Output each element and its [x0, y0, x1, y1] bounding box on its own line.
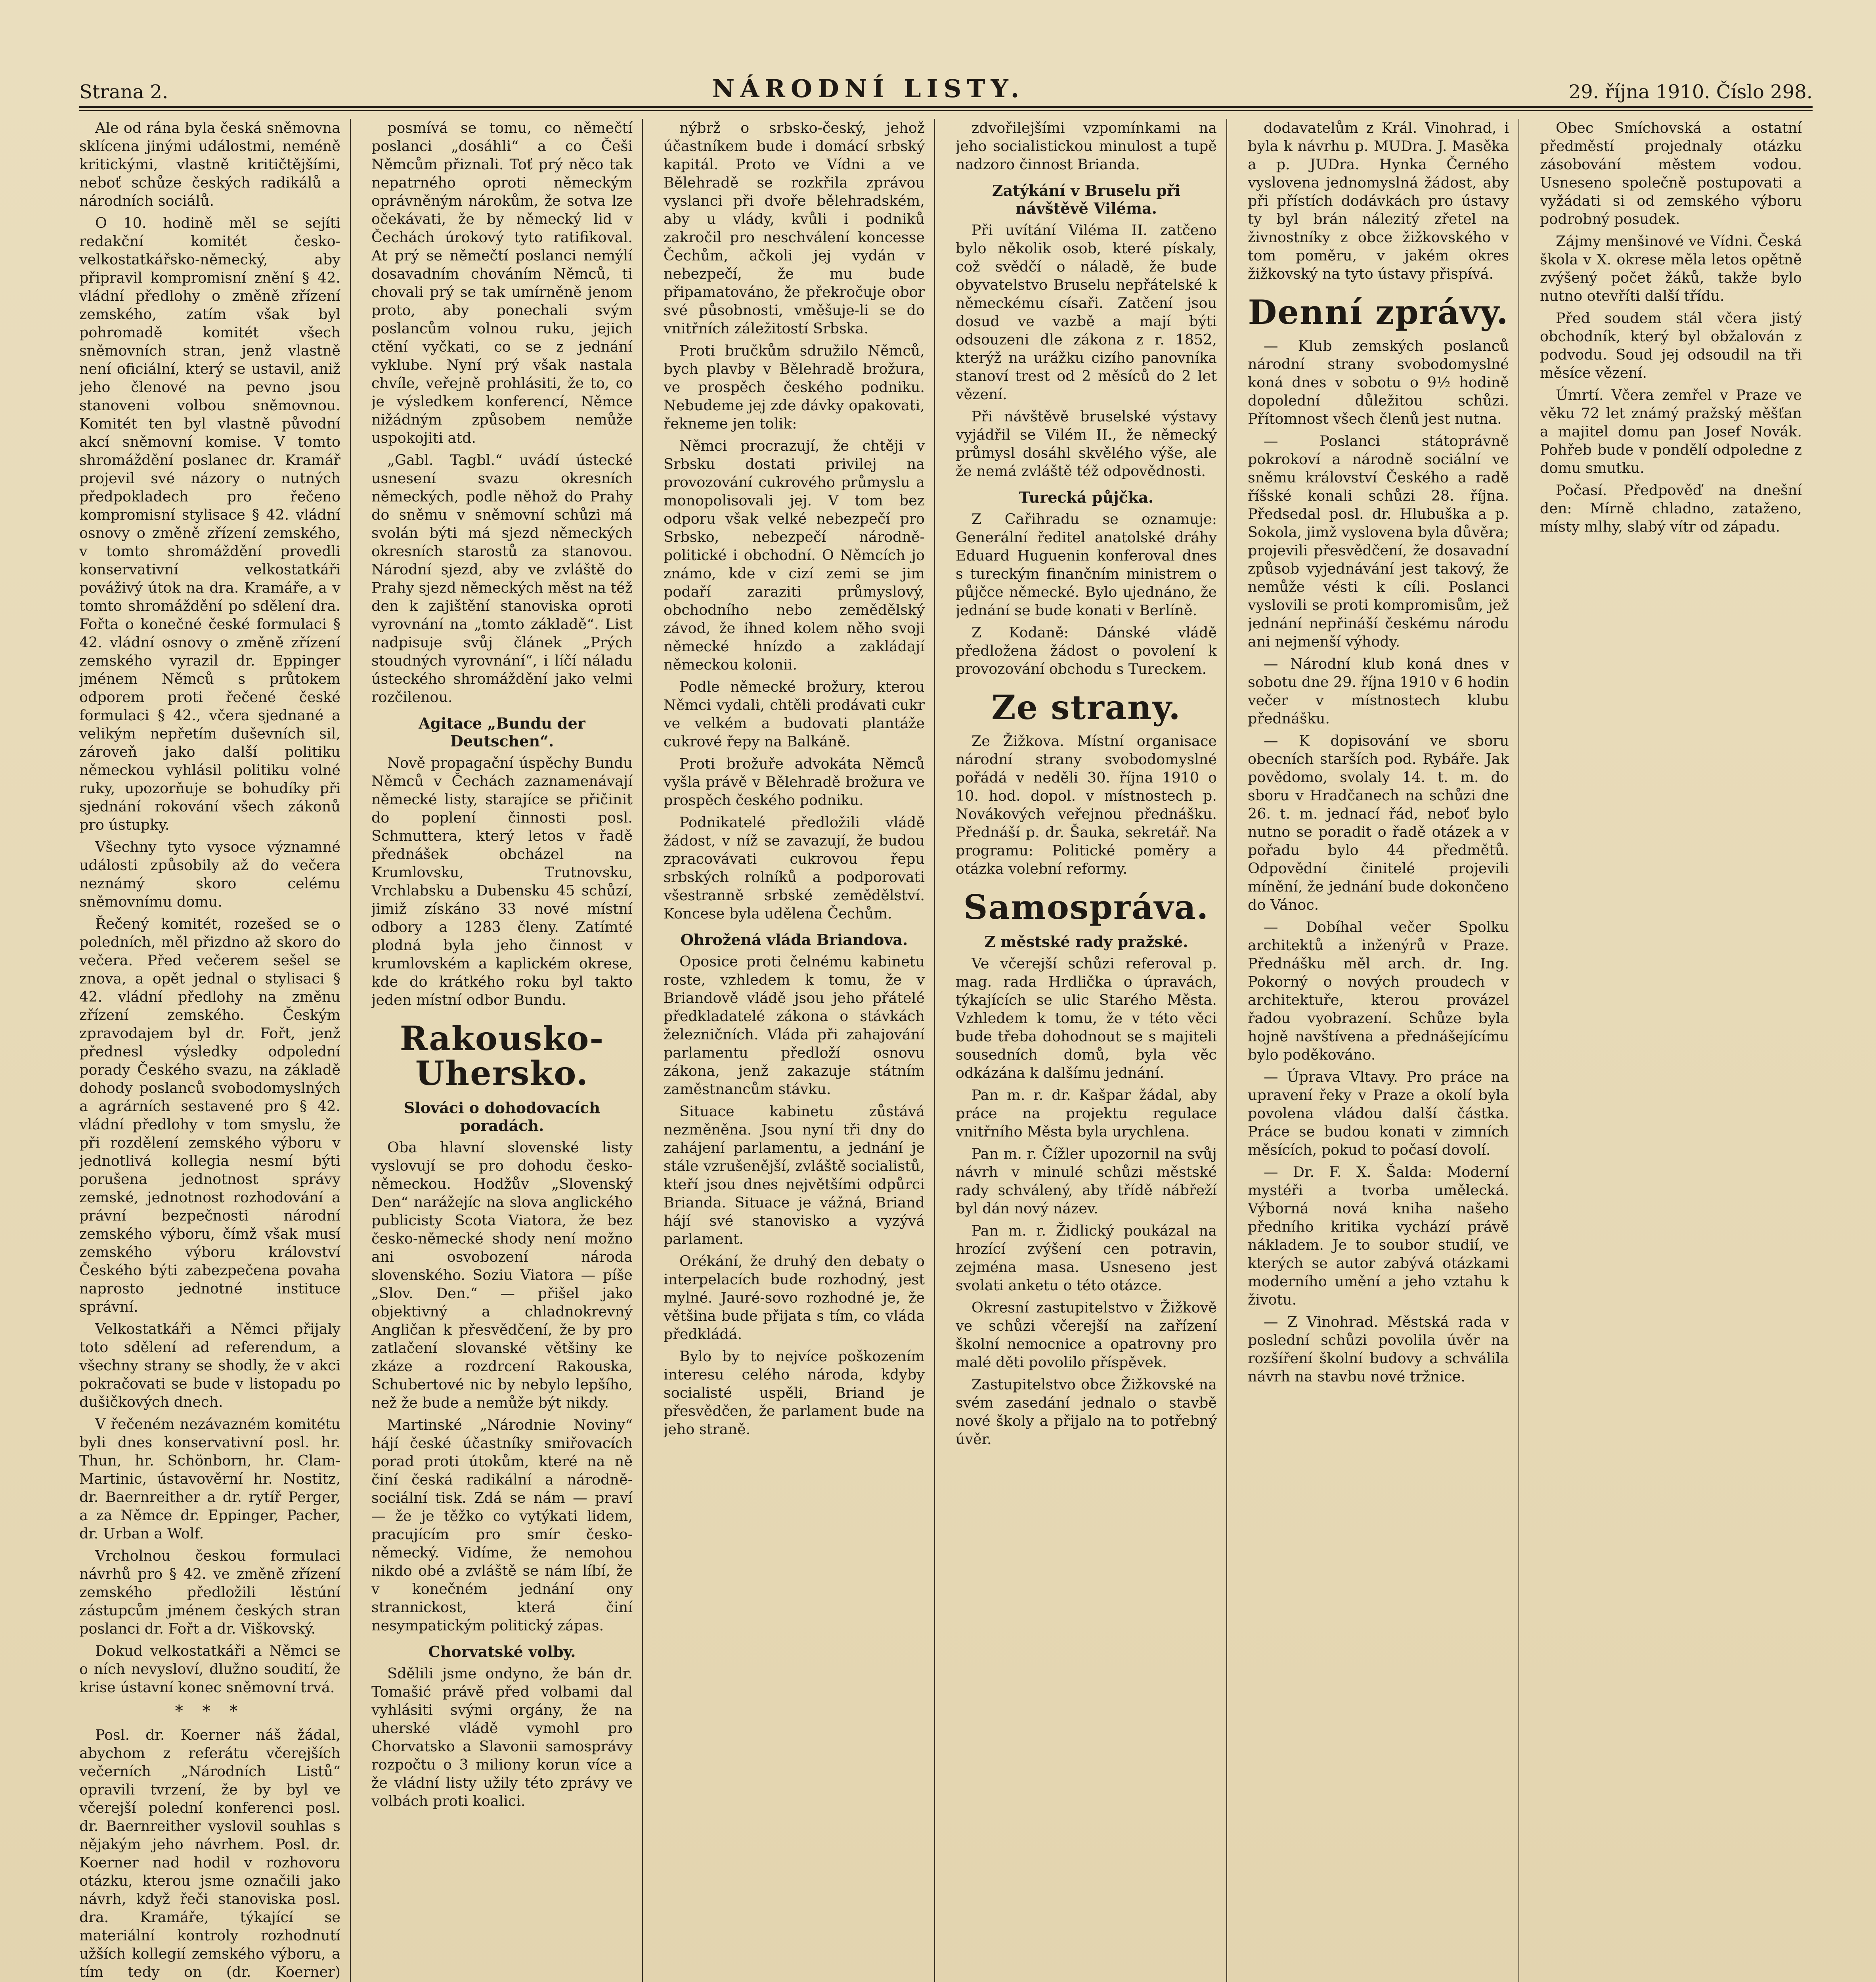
paragraph: Oba hlavní slovenské listy vyslovují se pro dohodu česko-německou. Hodžův „Slovenský Den“ narážejíc na slova anglického publicisty Scota Viatora, že bez česko-německé shody není možno ani osvobození národa slovenského. Soziu Viatora — píše „Slov. Den.“ — přišel jako objektivný a chladnokrevný Angličan k přesvědčení, že by pro zatlačení slovanské většiny ke zkáze a rozdrcení Rakouska, Schubertové nic by nebylo lepšího, než že bude a nemůže být nikdy. — [371, 1139, 633, 1412]
paragraph: Sdělili jsme ondyno, že bán dr. Tomašić právě před volbami dal vyhlásiti svými orgány, že na uherské vládě vymohl pro Chorvatsko a Slavonii samosprávy rozpočtu o 3 miliony korun více a že vládní listy užily této zprávy ve volbách proti koalici. — [371, 1665, 633, 1810]
paragraph: — Dobíhal večer Spolku architektů a inženýrů v Praze. Přednášku měl arch. dr. Ing. Pokorný o nových proudech v architektuře, kterou provázel řadou vyobrazení. Schůze byla hojně navštívena a přednášejícímu bylo poděkováno. — [1248, 918, 1509, 1064]
paragraph: Orékání, že druhý den debaty o interpelacích bude rozhodný, jest mylné. Jauré-sovo rozhodné je, že většina bude přijata s tím, co vláda předkládá. — [664, 1253, 925, 1343]
paragraph: Posl. dr. Koerner náš žádal, abychom z referátu včerejších večerních „Národních Listů“ opravili tvrzení, že by byl ve včerejší polední konferenci posl. dr. Baernreither vyslovil souhlas s nějakým jeho návrhem. Posl. dr. Koerner nad hodil v rozhovoru otázku, kterou jsme označili jako návrh, když řeči stanoviska posl. dra. Kramáře, týkající se materiální kontroly rozhodnutí užších kollegií zemského výboru, a tím tedy on (dr. Koerner) — [79, 1726, 340, 1980]
paragraph: Zastupitelstvo obce Žižkovské na svém zasedání jednalo o stavbě nové školy a přijalo na to potřebný úvěr. — [956, 1376, 1217, 1448]
paragraph: — Klub zemských poslanců národní strany svobodomyslné koná dnes v sobotu o 9½ hodině dopolední důležitou schůzi. Přítomnost všech členů jest nutna. — [1248, 337, 1509, 428]
paragraph: Pan m. r. Židlický poukázal na hrozící zvýšení cen potravin, zejména masa. Usneseno jest svolati anketu o této otázce. — [956, 1222, 1217, 1294]
paragraph: Velkostatkáři a Němci přijaly toto sdělení ad referendum, a všechny strany se shodly, že v akci pokračovati se bude v listopadu po dušičkových dnech. — [79, 1320, 340, 1410]
column-2 — [371, 119, 643, 1982]
section-heading: Denní zprávy. — [1248, 293, 1509, 332]
article-headline: Turecká půjčka. — [1019, 488, 1154, 506]
paragraph: zdvořilejšími vzpomínkami na jeho socialistickou minulost a tupě nadzoro činnost Brianda. — [956, 119, 1217, 173]
paragraph: — Úprava Vltavy. Pro práce na upravení řeky v Praze a okolí byla povolena vládou další částka. Práce se budou konati v zimních měsících, pokud to počasí dovolí. — [1248, 1068, 1509, 1159]
paragraph: — K dopisování ve sboru obecních starších pod. Rybáře. Jak povědomo, svolaly 14. t. m. do sboru v Hradčanech na schůzi dne 26. t. m. jednací řád, neboť bylo nutno se poradit o řadě otázek a v pořadu bylo 44 předmětů. Odpovědní činitelé projevili mínění, že jednání bude dokončeno do Vánoc. — [1248, 732, 1509, 914]
paragraph: — Dr. F. X. Šalda: Moderní mystéři a tvorba umělecká. Výborná nová kniha našeho předního kritika vychází právě nákladem. Je to soubor studií, ve kterých se autor zabývá otázkami moderního umění a jeho vztahu k životu. — [1248, 1163, 1509, 1309]
paragraph: nýbrž o srbsko-český, jehož účastníkem bude i domácí srbský kapitál. Proto ve Vídni a ve Bělehradě se rozkřila zprávou vyslanci při dvoře bělehradském, aby u vlády, kvůli i podniků zakročil pro neschválení koncesse Čechům, ačkoli jej vydán v nebezpečí, že mu bude připamatováno, že překročuje obor své působnosti, vměšuje-li se do vnitřních záležitostí Srbska. — [664, 119, 925, 337]
paragraph: Oposice proti čelnému kabinetu roste, vzhledem k tomu, že v Briandově vládě jsou jeho přátelé předkladatelé zákona o stávkách železničních. Vláda při zahajování parlamentu předloží osnovu zákona, jenž zakazuje státním zaměstnancům stávku. — [664, 953, 925, 1098]
paragraph: Počasí. Předpověď na dnešní den: Mírně chladno, zataženo, místy mlhy, slabý vítr od západu. — [1540, 482, 1802, 535]
page-number: Strana 2. — [79, 81, 168, 103]
column-6 — [1540, 119, 1811, 1982]
paragraph: Obec Smíchovská a ostatní předměstí projednaly otázku zásobování městem vodou. Usneseno společně postupovati a vyžádati si od zemského výboru podrobný posudek. — [1540, 119, 1802, 228]
paragraph: Dokud velkostatkáři a Němci se o ních nevysloví, dlužno soudití, že krise ústavní konec sněmovní trvá. — [79, 1642, 340, 1696]
section-heading: Ze strany. — [991, 688, 1181, 727]
paragraph: Pan m. r. Čížler upozornil na svůj návrh v minulé schůzi městské rady schválený, aby třídě nábřeží byl dán nový název. — [956, 1145, 1217, 1217]
header-rule-thin — [79, 110, 1813, 111]
paragraph: Podle německé brožury, kterou Němci vydali, chtěli prodávati cukr ve velkém a budovati plantáže cukrové řepy na Balkáně. — [664, 678, 925, 750]
paragraph: Okresní zastupitelstvo v Žižkově ve schůzi včerejší na zařízení školní nemocnice a opatrovny pro malé děti povolilo příspěvek. — [956, 1299, 1217, 1371]
column-1 — [79, 119, 351, 1982]
paragraph: Němci procrazují, že chtěji v Srbsku dostati privilej na provozování cukrového průmyslu a monopolisovali jej. V tom bez odporu však velké nebezpečí pro Srbsko, nebezpečí národně-politické i obchodní. O Němcích jo známo, kde v cizí zemi se jim podaří zaraziti průmyslový, obchodního nebo zemědělský závod, že ihned kolem něho svoji německé hnízdo a zakládají německou kolonii. — [664, 437, 925, 673]
paragraph: Při uvítání Viléma II. zatčeno bylo několik osob, které pískaly, což svědčí o náladě, že bude obyvatelstvo Bruselu nepřátelské k německému císaři. Zatčení jsou dosud ve vazbě a mají býti odsouzeni dle zákona z r. 1852, kterýž na urážku cizího panovníka stanoví trest od 2 měsíců do 2 let vězení. — [956, 222, 1217, 403]
paragraph: — Poslanci státoprávně pokrokoví a národně sociální ve sněmu království Českého a radě říšské konali schůzi 28. října. Předsedal posl. dr. Hlubuška a p. Sokola, jimž vyslovena byla důvěra; projevili přesvědčení, že dosavadní způsob vyjednávání jest takový, že nemůže vésti k cíli. Poslanci vyslovili se proti kompromisům, jež jednání nepřináší českému národu ani nejmenší výhody. — [1248, 432, 1509, 650]
issue-date: 29. října 1910. Číslo 298. — [1568, 81, 1813, 103]
section-heading: Rakousko-Uhersko. — [400, 1019, 604, 1093]
column-3 — [664, 119, 935, 1982]
paragraph: V řečeném nezávazném komitétu byli dnes konservativní posl. hr. Thun, hr. Schönborn, hr. Clam-Martinic, ústavověrní hr. Nostitz, dr. Baernreither a dr. rytíř Perger, a za Němce dr. Eppinger, Pacher, dr. Urban a Wolf. — [79, 1416, 340, 1542]
column-5 — [1248, 119, 1519, 1982]
paragraph: Z Cařihradu se oznamuje: Generální ředitel anatolské dráhy Eduard Huguenin konferoval dnes s tureckým finančním ministrem o půjčce německé. Bylo ujednáno, že jednání se bude konati v Berlíně. — [956, 511, 1217, 619]
paragraph: Proti bručkům sdružilo Němců, bych plavby v Bělehradě brožura, ve prospěch českého podniku. Nebudeme jej zde dávky opakovati, řekneme jen tolik: — [664, 342, 925, 432]
paragraph: Z Kodaně: Dánské vládě předložena žádost o povolení k provozování obchodu s Tureckem. — [956, 624, 1217, 677]
paragraph: Ve včerejší schůzi referoval p. mag. rada Hrdlička o úpravách, týkajících se ulic Starého Města. Vzhledem k tomu, že v této věci bude třeba dohodnout se s majiteli sousedních domů, byla věc odkázána k dalšímu jednání. — [956, 955, 1217, 1082]
paragraph: posmívá se tomu, co němečtí poslanci „dosáhli“ a co Češi Němcům přiznali. Toť prý něco tak nepatrného oproti německým oprávněným nárokům, že sotva lze očekávati, že by německý lid v Čechách úrokový tyto ratifikoval. At prý se němečtí poslanci nemýlí dosavadním chováním Němců, ti chovali prý se tak umírněně jenom proto, aby ponechali svým poslancům volnou ruku, jejich ctění vyčkati, co se z jednání vyklube. Nyní prý však nastala chvíle, veřejně prohlásiti, že to, co je výsledkem konferencí, Němce nižádným způsobem nemůže uspokojiti atd. — [371, 119, 633, 446]
section-heading: Samospráva. — [963, 888, 1209, 927]
paragraph: Martinské „Národnie Noviny“ hájí české účastníky smiřovacích porad proti útokům, které na ně činí česká radikální a národně-sociální tisk. Zdá se nám — praví — že je těžko co vytýkati lidem, pracujícím pro smír česko-německý. Vidíme, že nemohou nikdo obé a zvláště se nám líbí, že v konečném jednání ony strannickost, která činí nesympatickým politický zápas. — [371, 1416, 633, 1634]
paragraph: — Z Vinohrad. Městská rada v poslední schůzi povolila úvěr na rozšíření školní budovy a schválila návrh na stavbu nové tržnice. — [1248, 1313, 1509, 1385]
paragraph: Řečený komitét, rozešed se o poledních, měl přizdno až skoro do večera. Před večerem sešel se znova, a opět jednal o stylisaci § 42. vládní předlohy na změnu zřízení zemského. Českým zpravodajem byl dr. Fořt, jenž přednesl výsledky odpolední porady Českého svazu, na základě dohody poslanců svobodomyslných a agrárních sestavené pro § 42. vládní předlohy v tom smyslu, že při rozdělení zemského výboru v jednotlivá kollegia nesmí býti porušena jednotnost správy zemské, jednotnost rozhodování a právní bezpečnosti národní zemského výboru, čímž však musí zemského výboru království Českého býti zabezpečena povaha naprosto jednotné instituce správní. — [79, 915, 340, 1315]
article-headline: Z městské rady pražské. — [984, 933, 1188, 951]
masthead-title: NÁRODNÍ LISTY. — [712, 74, 1025, 103]
paragraph: Nově propagační úspěchy Bundu Němců v Čechách zaznamenávají německé listy, starajíce se přičinit do poplení činnosti posl. Schmuttera, který letos v řadě přednášek obcházel na Krumlovsku, Trutnovsku, Vrchlabsku a Dubensku 45 schůzí, jimiž získáno 33 nové místní odbory a 1283 členy. Zatímté plodná byla jeho činnost v krumlovském a kaplickém okrese, kde do krátkého roku byl takto jeden místní odbor Bundu. — [371, 754, 633, 1008]
paragraph: O 10. hodině měl se sejíti redakční komitét česko-velkostatkářsko-německý, aby připravil kompromisní znění § 42. vládní předlohy o změně zřízení zemského, zatím však byl pohromadě komitét všech sněmovních stran, jenž vlastně není oficiální, který se ustavil, aniž jeho členové na pevno jsou stanoveni volbou sněmovnou. Komitét ten byl vlastně původní akcí sněmovní komise. V tomto shromáždění poslanec dr. Kramář projevil své názory o nutných předpokladech pro řečeno kompromisní stylisace § 42. vládní osnovy o změně zřízení zemského, v tomto shromáždění provedli konservativní velkostatkáři pováživý útok na dra. Kramáře, a v tomto shromáždění po sdělení dra. Fořta o konečné české formulaci § 42. vládní osnovy o změně zřízení zemského vyrazil dr. Eppinger jménem Němců s průtokem odporem proti řečené české formulaci § 42., včera sjednané a velikým nepřetím duševních sil, zároveň jako další politiku německou vyhlásil politiku volné ruky, upozorňuje se bohudíky při sjednání rokování všech zákonů pro ústupky. — [79, 214, 340, 833]
paragraph: Podnikatelé předložili vládě žádost, v níž se zavazují, že budou zpracovávati cukrovou řepu srbských rolníků a podporovati všestranně srbské zemědělství. Koncese byla udělena Čechům. — [664, 814, 925, 922]
paragraph: Úmrtí. Včera zemřel v Praze ve věku 72 let známý pražský měšťan a majitel domu pan Josef Novák. Pohřeb bude v pondělí odpoledne z domu smutku. — [1540, 386, 1802, 476]
paragraph: Vrcholnou českou formulaci návrhů pro § 42. ve změně zřízení zemského předložili lěstúní zástupcům jménem českých stran poslanci dr. Fořt a dr. Viškovský. — [79, 1547, 340, 1637]
asterism-ornament: * * * — [175, 1702, 245, 1720]
paragraph: Zájmy menšinové ve Vídni. Česká škola v X. okrese měla letos opětně zvýšený počet žáků, takže bylo nutno otevříti další třídu. — [1540, 233, 1802, 304]
article-headline: Slováci o dohodovacích poradách. — [404, 1099, 600, 1135]
paragraph: Proti brožuře advokáta Němců vyšla právě v Bělehradě brožura ve prospěch českého podniku. — [664, 755, 925, 809]
paragraph: Před soudem stál včera jistý obchodník, který byl obžalován z podvodu. Soud jej odsoudil na tři měsíce vězení. — [1540, 310, 1802, 381]
paragraph: Ze Žižkova. Místní organisace národní strany svobodomyslné pořádá v neděli 30. října 1910 o 10. hod. dopol. v místnostech p. Novákových veřejnou přednášku. Přednáší p. dr. Šauka, sekretář. Na programu: Politické poměry a otázka volební reformy. — [956, 733, 1217, 878]
column-4 — [956, 119, 1227, 1982]
paragraph: Ale od rána byla česká sněmovna sklícena jinými událostmi, neméně kritickými, vlastně kritičtějšími, neboť schůze českých radikálů a národních sociálů. — [79, 119, 340, 209]
article-columns — [79, 119, 1811, 1982]
paragraph: Při návštěvě bruselské výstavy vyjádřil se Vilém II., že německý průmysl dosáhl skvělého výše, ale že nemá zvláště též odpovědnosti. — [956, 408, 1217, 480]
paragraph: Pan m. r. dr. Kašpar žádal, aby práce na projektu regulace vnitřního Města byla urychlena. — [956, 1087, 1217, 1140]
article-headline: Chorvatské volby. — [428, 1643, 576, 1661]
paragraph: Situace kabinetu zůstává nezměněna. Jsou nyní tři dny do zahájení parlamentu, a jednání je stále vzrušenější, zvláště socialistů, kteří jsou dnes největšími odpůrci Brianda. Situace je vážná, Briand hájí své stanovisko a vyzývá parlament. — [664, 1103, 925, 1247]
article-headline: Agitace „Bundu der Deutschen“. — [419, 714, 585, 750]
paragraph: „Gabl. Tagbl.“ uvádí ústecké usnesení svazu okresních německých, podle něhož do Prahy do sněmu v sněmovní schůzi má svolán býti má sjezd německých okresních starostů za stanovou. Národní sjezd, aby ve zvláště do Prahy sjezd německých měst na též den k zajištění stanoviska oproti vyrovnání na „tomto základě“. List nadpisuje svůj článek „Prých stoudných vyrovnání“, i líčí náladu ústeckého shromáždění jako velmi rozčilenou. — [371, 451, 633, 706]
paragraph: Všechny tyto vysoce významné události způsobily až do večera neznámý skoro celému sněmovnímu domu. — [79, 838, 340, 910]
article-headline: Ohrožená vláda Briandova. — [680, 931, 908, 949]
page-header — [79, 67, 1813, 103]
paragraph: Bylo by to nejvíce poškozením interesu celého národa, kdyby socialisté uspěli, Briand je přesvědčen, že parlament bude na jeho straně. — [664, 1348, 925, 1438]
article-headline: Zatýkání v Bruselu při návštěvě Viléma. — [992, 182, 1181, 217]
paragraph: — Národní klub koná dnes v sobotu dne 29. října 1910 v 6 hodin večer v místnostech klubu přednášku. — [1248, 655, 1509, 727]
header-rule — [79, 106, 1813, 108]
paragraph: dodavatelům z Král. Vinohrad, i byla k návrhu p. MUDra. J. Masěka a p. JUDra. Hynka Černého vyslovena jednomyslná žádost, aby při přístích dodávkách pro ústavy ty byl brán nálezitý zřetel na živnostníky z obce žižkovského v tom poměru, v jakém okres žižkovský na tyto ústavy přispívá. — [1248, 119, 1509, 282]
